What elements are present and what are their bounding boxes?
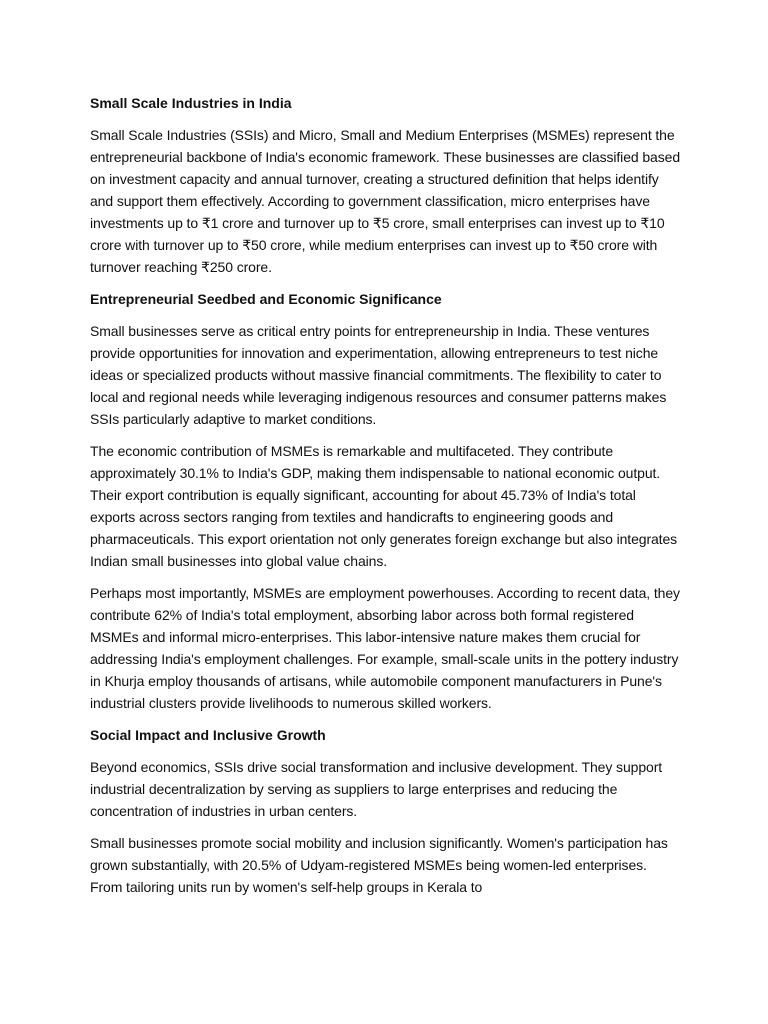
document-page [90, 92, 682, 908]
paragraph-economic-contribution: The economic contribution of MSMEs is remarkable and multifaceted. They contribute approximately 30.1% to India's GDP, making them indispensable to national economic output. Their export contribution is equally significant, accounting for about 45.73% of India's total exports across sectors ranging from textiles and handicrafts to engineering goods and pharmaceuticals. This export orientation not only generates foreign exchange but also integrates Indian small businesses into global value chains. [90, 443, 678, 569]
paragraph-social-mobility: Small businesses promote social mobility and inclusion significantly. Women's participation has grown substantially, with 20.5% of Udyam-registered MSMEs being women-led enterprises. From tailoring units run by women's self-help groups in Kerala to [90, 835, 668, 895]
section-heading-small-scale-industries: Small Scale Industries in India [90, 95, 292, 111]
paragraph-employment: Perhaps most importantly, MSMEs are employment powerhouses. According to recent data, they contribute 62% of India's total employment, absorbing labor across both formal registered MSMEs and informal micro-enterprises. This labor-intensive nature makes them crucial for addressing India's employment challenges. For example, small-scale units in the pottery industry in Khurja employ thousands of artisans, while automobile component manufacturers in Pune's industrial clusters provide livelihoods to numerous skilled workers. [90, 585, 680, 711]
paragraph-definition: Small Scale Industries (SSIs) and Micro, Small and Medium Enterprises (MSMEs) represent the entrepreneurial backbone of India's economic framework. These businesses are classified based on investment capacity and annual turnover, creating a structured definition that helps identify and support them effectively. According to government classification, micro enterprises have investments up to ₹1 crore and turnover up to ₹5 crore, small enterprises can invest up to ₹10 crore with turnover up to ₹50 crore, while medium enterprises can invest up to ₹50 crore with turnover reaching ₹250 crore. [90, 127, 681, 275]
paragraph-entry-points: Small businesses serve as critical entry points for entrepreneurship in India. These ventures provide opportunities for innovation and experimentation, allowing entrepreneurs to test niche ideas or specialized products without massive financial commitments. The flexibility to cater to local and regional needs while leveraging indigenous resources and consumer patterns makes SSIs particularly adaptive to market conditions. [90, 323, 667, 427]
section-heading-social-impact: Social Impact and Inclusive Growth [90, 727, 326, 743]
paragraph-social-transformation: Beyond economics, SSIs drive social transformation and inclusive development. They support industrial decentralization by serving as suppliers to large enterprises and reducing the concentration of industries in urban centers. [90, 759, 663, 819]
section-heading-entrepreneurial-seedbed: Entrepreneurial Seedbed and Economic Significance [90, 291, 442, 307]
